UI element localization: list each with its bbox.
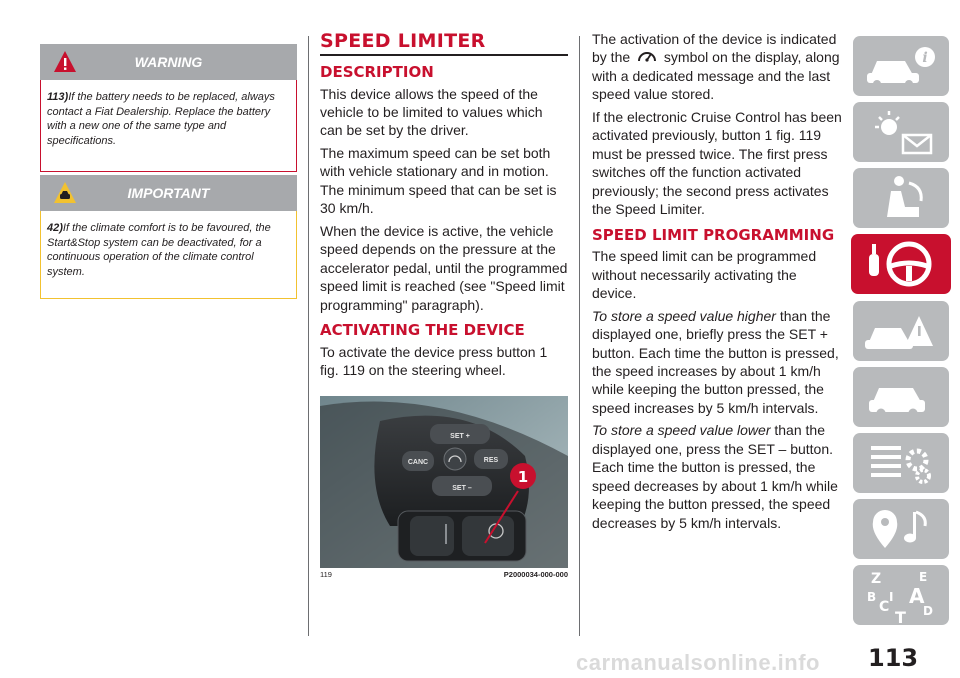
- warning-header: [40, 44, 297, 80]
- important-body: [40, 211, 297, 299]
- warning-triangle-icon: [52, 49, 78, 75]
- description-heading: DESCRIPTION: [320, 63, 434, 81]
- tab-starting-driving[interactable]: [851, 234, 951, 294]
- index-letter-c: C: [879, 599, 890, 615]
- column-speed-limiter: [320, 30, 568, 384]
- warning-lights-icon: [861, 107, 941, 157]
- res-label: RES: [483, 457, 499, 464]
- column-divider-right: [579, 36, 580, 636]
- store-higher-paragraph: [592, 307, 844, 418]
- index-letter-i: I: [889, 590, 894, 604]
- column-divider-left: [308, 36, 309, 636]
- warning-box: [40, 44, 297, 172]
- important-box: [40, 175, 297, 299]
- important-text: If the climate comfort is to be favoured, the Start&Stop system can be deactivated, for a continuous operation of the climate control system.: [47, 222, 271, 278]
- description-paragraph-1: This device allows the speed of the vehicle to be limited to values which can be set by the driver.: [320, 85, 543, 139]
- figure-code: P2000034-000-000: [503, 570, 568, 579]
- cruise-control-paragraph: If the electronic Cruise Control has been activated previously, button 1 fig. 119 must be pressed twice. The first press switches off the function activated previously; the second press activates the Speed Limiter.: [592, 108, 842, 218]
- index-letter-b: B: [867, 590, 877, 604]
- specs-gear-icon: [861, 438, 941, 488]
- important-car-icon: [52, 180, 78, 206]
- store-lower-paragraph: [592, 421, 844, 532]
- index-letter-e: E: [919, 570, 928, 584]
- watermark: carmanualsonline.info: [576, 650, 820, 675]
- store-higher-text: than the displayed one, briefly press the SET + button. Each time the button is pressed, the speed increases by about 1 km/h while keeping the button pressed, the speed increases by 5 km/h intervals.: [592, 307, 839, 416]
- activating-heading: ACTIVATING THE DEVICE: [320, 321, 525, 340]
- activation-text-a: The activation of the device is indicated by the: [592, 31, 837, 66]
- car-service-icon: [861, 372, 941, 422]
- steering-wheel-controls-illustration: [320, 396, 568, 568]
- index-letter-t: T: [895, 608, 906, 623]
- activating-paragraph: To activate the device press button 1 fig. 119 on the steering wheel.: [320, 343, 548, 379]
- canc-label: CANC: [407, 459, 429, 466]
- index-letter-d: D: [923, 604, 933, 618]
- set-plus-label: SET +: [450, 433, 470, 440]
- figure-number: 119: [320, 570, 332, 579]
- car-breakdown-icon: [861, 306, 941, 356]
- important-ref: 42): [47, 222, 63, 234]
- tab-maintenance[interactable]: [853, 367, 949, 427]
- figure-caption: [320, 570, 568, 579]
- tab-knowing-vehicle[interactable]: [853, 36, 949, 96]
- tab-instruments[interactable]: [853, 102, 949, 162]
- set-minus-label: SET –: [452, 485, 472, 492]
- store-lower-text: than the displayed one, press the SET – button. Each time the button is pressed, the speed decreases by about 1 km/h while keeping the button pressed, the speed decreases by 5 km/h intervals.: [592, 422, 838, 531]
- section-title: SPEED LIMITER: [320, 30, 568, 56]
- index-letter-z: Z: [871, 571, 882, 587]
- activation-text-b: symbol on the display, along with a dedicated message and the last speed value stored.: [592, 49, 840, 103]
- activation-paragraph: [592, 30, 844, 104]
- music-location-icon: [861, 504, 941, 554]
- page-number: 113: [868, 644, 919, 672]
- figure-steering-controls: [320, 396, 568, 568]
- svg-text:i: i: [922, 50, 928, 66]
- warning-title: WARNING: [134, 54, 203, 70]
- warning-text: If the battery needs to be replaced, always contact a Fiat Dealership. Replace the battery with a new one of the same type and specifications.: [47, 91, 275, 147]
- tab-index[interactable]: [853, 565, 949, 625]
- warning-body: [40, 80, 297, 172]
- alphabet-index-icon: [861, 567, 941, 623]
- tab-safety[interactable]: [853, 168, 949, 228]
- steering-wheel-key-icon: [859, 238, 943, 290]
- warning-ref: 113): [47, 91, 69, 103]
- important-header: [40, 175, 297, 211]
- tab-emergency[interactable]: [853, 301, 949, 361]
- callout-number-1: 1: [517, 468, 529, 486]
- tab-technical-data[interactable]: [853, 433, 949, 493]
- programming-paragraph: The speed limit can be programmed without necessarily activating the device.: [592, 248, 817, 302]
- column-speed-programming: [592, 30, 844, 536]
- car-info-icon: [861, 41, 941, 91]
- important-title: IMPORTANT: [127, 185, 210, 201]
- seat-airbag-icon: [861, 173, 941, 223]
- index-letter-a: A: [909, 584, 925, 608]
- description-paragraph-3: When the device is active, the vehicle speed depends on the pressure at the accelerator pedal, until the programmed speed limit is reached (see "Speed limit programming" paragraph).: [320, 222, 568, 313]
- programming-heading: SPEED LIMIT PROGRAMMING: [592, 225, 835, 244]
- store-higher-italic: To store a speed value higher: [592, 307, 776, 324]
- speed-limiter-display-icon: [636, 48, 658, 64]
- tab-multimedia[interactable]: [853, 499, 949, 559]
- store-lower-italic: To store a speed value lower: [592, 422, 771, 439]
- description-paragraph-2: The maximum speed can be set both with vehicle stationary and in motion. The minimum speed that can be set is 30 km/h.: [320, 144, 557, 217]
